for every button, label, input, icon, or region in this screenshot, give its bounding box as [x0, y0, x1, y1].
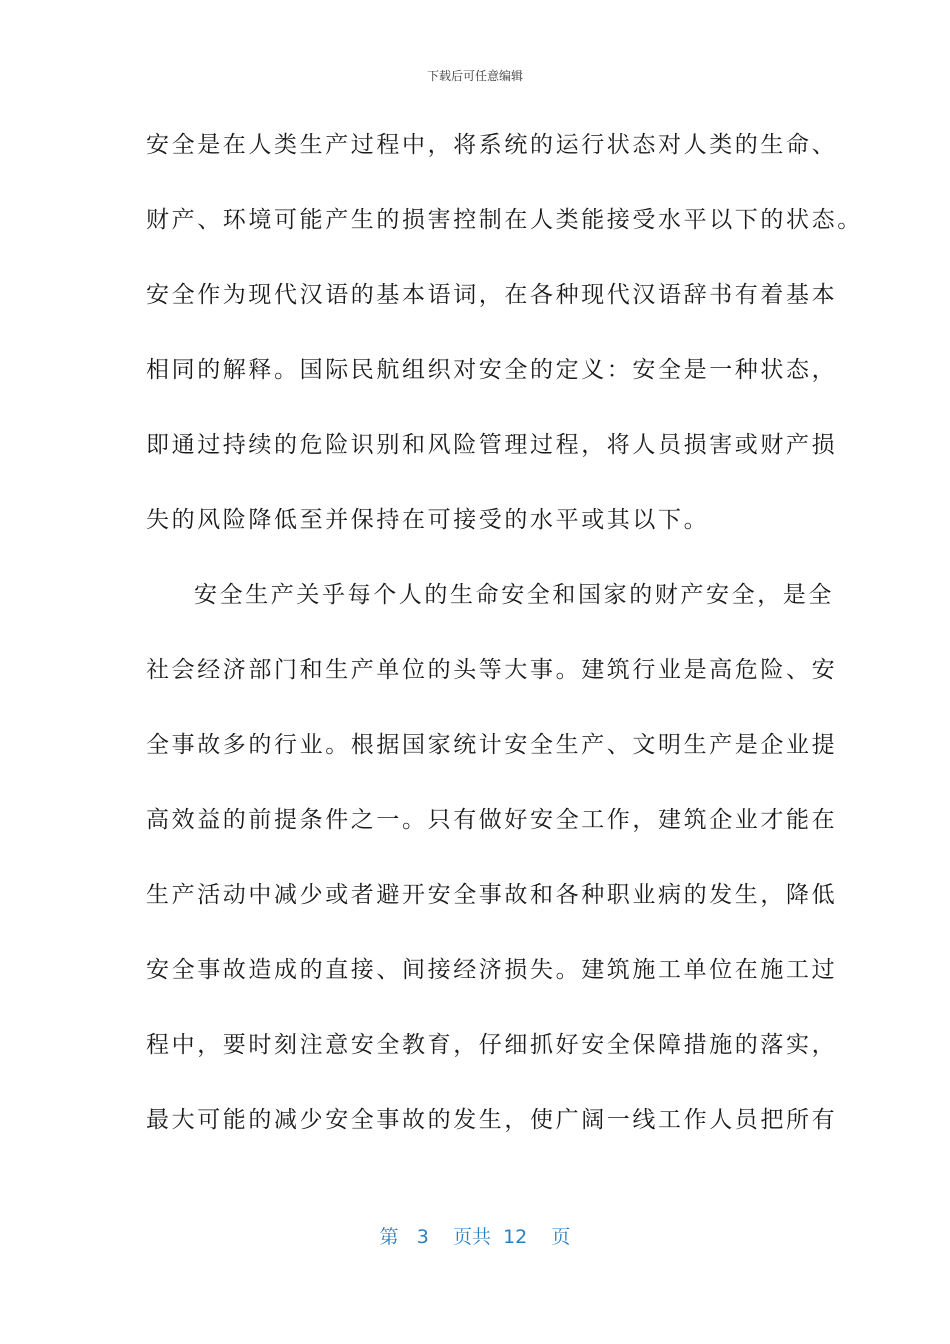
body-line-14: 最大可能的减少安全事故的发生，使广阔一线工作人员把所有: [146, 1107, 838, 1133]
body-line-10: 高效益的前提条件之一。只有做好安全工作，建筑企业才能在: [146, 807, 838, 833]
body-line-5: 即通过持续的危险识别和风险管理过程，将人员损害或财产损: [146, 432, 838, 458]
body-line-3: 安全作为现代汉语的基本语词，在各种现代汉语辞书有着基本: [146, 282, 838, 308]
body-line-9: 全事故多的行业。根据国家统计安全生产、文明生产是企业提: [146, 732, 838, 758]
body-line-13: 程中，要时刻注意安全教育，仔细抓好安全保障措施的落实，: [146, 1032, 838, 1058]
body-line-6: 失的风险降低至并保持在可接受的水平或其以下。: [146, 507, 710, 533]
footer-current-page: 3: [416, 1226, 429, 1248]
body-line-12: 安全事故造成的直接、间接经济损失。建筑施工单位在施工过: [146, 957, 838, 983]
body-line-2: 财产、环境可能产生的损害控制在人类能接受水平以下的状态。: [146, 207, 863, 233]
footer-total-pages: 12: [503, 1226, 528, 1248]
body-line-8: 社会经济部门和生产单位的头等大事。建筑行业是高危险、安: [146, 657, 838, 683]
footer-prefix: 第: [379, 1226, 399, 1248]
footer-middle: 页共: [452, 1226, 491, 1248]
page-header-note: 下载后可任意编辑: [426, 69, 523, 83]
body-line-11: 生产活动中减少或者避开安全事故和各种职业病的发生，降低: [146, 882, 838, 908]
body-line-1: 安全是在人类生产过程中，将系统的运行状态对人类的生命、: [146, 132, 838, 158]
body-line-7-paragraph-start: 安全生产关乎每个人的生命安全和国家的财产安全，是全: [194, 582, 834, 608]
page-number-footer: [0, 1222, 950, 1249]
footer-suffix: 页: [551, 1226, 571, 1248]
document-body: [146, 118, 863, 1168]
body-line-4: 相同的解释。国际民航组织对安全的定义：安全是一种状态，: [146, 357, 838, 383]
